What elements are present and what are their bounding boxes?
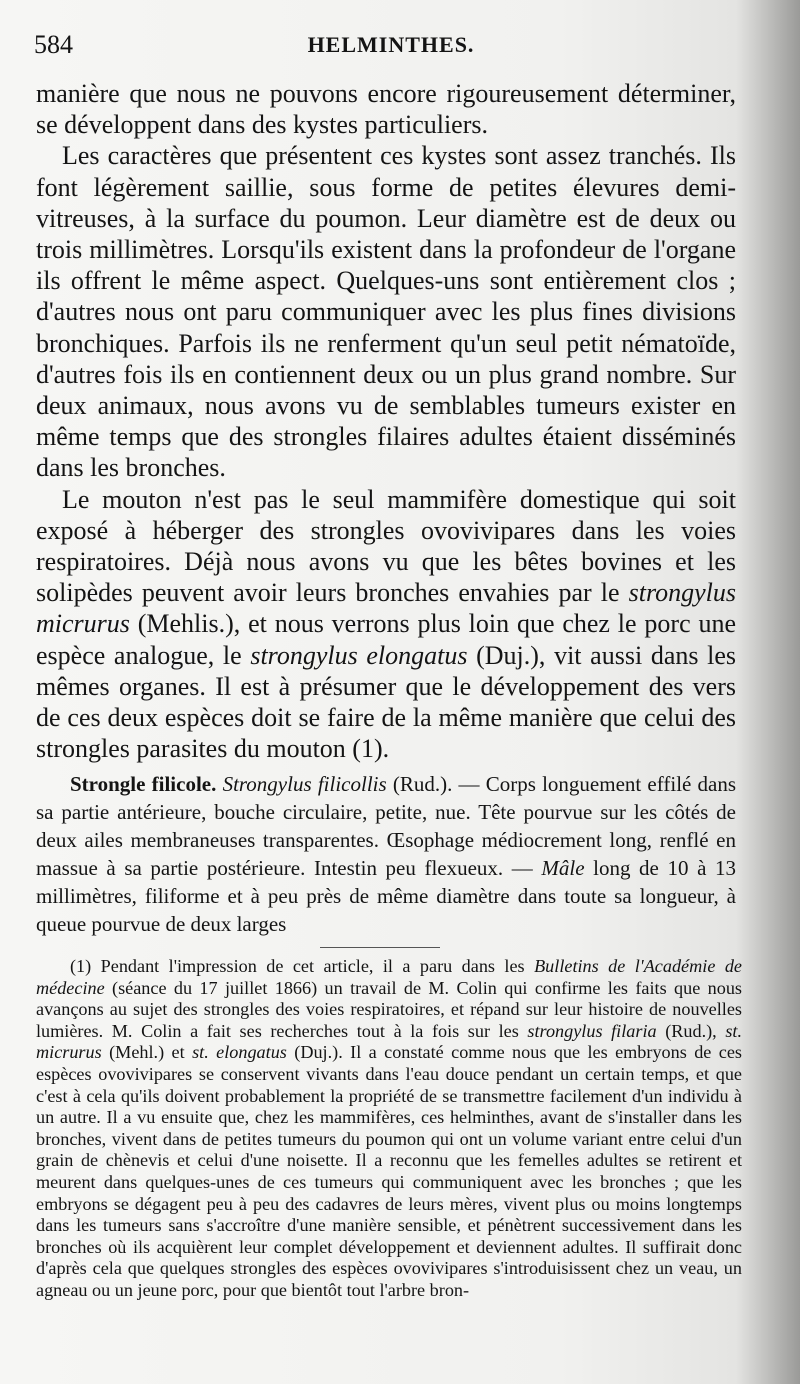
- species-common-name: Strongle filicole.: [70, 772, 217, 796]
- footnote: [36, 956, 742, 1302]
- page-header: [34, 30, 748, 64]
- species-latin-name: Strongylus filicollis: [222, 772, 387, 796]
- species-name-elongatus: strongylus elongatus: [250, 640, 468, 670]
- main-text: [36, 78, 736, 764]
- species-description: [36, 770, 736, 938]
- running-head: HELMINTHES.: [307, 32, 475, 57]
- footnote-paragraph: (1) Pendant l'impression de cet article, il a paru dans les Bulletins de l'Académie de médecine (séance du 17 juillet 1866) un travail de M. Colin qui confirme les faits que nous avançons au sujet des strongles des voies respiratoires, et répand sur leur histoire de nouvelles lumières. M. Colin a fait ses recherches tout à la fois sur les strongylus filaria (Rud.), st. micrurus (Mehl.) et st. elongatus (Duj.). Il a constaté comme nous que les embryons de ces espèces ovovivipares se conservent vivants dans l'eau douce pendant un certain temps, et que c'est à cela qu'ils doivent probablement la propriété de se transmettre facilement d'un individu à un autre. Il a vu ensuite que, chez les mammifères, ces helminthes, avant de s'installer dans les bronches, vivent dans de petites tumeurs du poumon qui ont un volume variant entre celui d'un grain de chènevis et celui d'une noisette. Il a reconnu que les femelles adultes se retirent et meurent dans quelques-unes de ces tumeurs qui communiquent avec les bronches ; que les embryons se dégagent peu à peu des cadavres de leurs mères, vivent plus ou moins longtemps dans les tumeurs sans s'accroître d'une manière sensible, et pénètrent successivement dans les bronches où ils acquièrent leur complet développement et deviennent adultes. Il suffirait donc d'après cela que quelques strongles des espèces ovovivipares s'introduisissent chez un veau, un agneau ou un jeune porc, pour que bientôt tout l'arbre bron-: [36, 956, 742, 1300]
- species-name-micrurus: strongylus micrurus: [36, 578, 736, 639]
- male-label: Mâle: [541, 856, 585, 880]
- paragraph-kystes: Les caractères que présentent ces kystes sont assez tranchés. Ils font légèrement saillie, sous forme de petites élevures demi-vitreuses, à la surface du poumon. Leur diamètre est de deux ou trois millimètres. Lorsqu'ils existent dans la profondeur de l'organe ils offrent le même aspect. Quelques-uns sont entièrement clos ; d'autres nous ont paru communiquer avec les plus fines divisions bronchiques. Parfois ils ne renferment qu'un seul petit nématoïde, d'autres fois ils en contiennent deux ou un plus grand nombre. Sur deux animaux, nous avons vu de semblables tumeurs exister en même temps que des strongles filaires adultes étaient disséminés dans les bronches.: [36, 141, 736, 483]
- footnote-divider: [320, 947, 440, 948]
- species-paragraph: Strongle filicole. Strongylus filicollis (Rud.). — Corps longuement effilé dans sa partie antérieure, bouche circulaire, petite, nue. Tête pourvue sur les côtés de deux ailes membraneuses transparentes. Œsophage médiocrement long, renflé en massue à sa partie postérieure. Intestin peu flexueux. — Mâle long de 10 à 13 millimètres, filiforme et à peu près de même diamètre dans toute sa longueur, à queue pourvue de deux larges: [36, 772, 737, 936]
- journal-title: Bulletins de l'Académie de médecine: [36, 956, 742, 998]
- page-number: 584: [34, 30, 73, 59]
- paragraph-continuation: manière que nous ne pouvons encore rigoureusement déterminer, se développent dans des kystes particuliers.: [36, 79, 736, 140]
- paragraph-mouton: Le mouton n'est pas le seul mammifère domestique qui soit exposé à héberger des strongles ovovivipares dans les voies respiratoires. Déjà nous avons vu que les bêtes bovines et les solipèdes peuvent avoir leurs bronches envahies par le strongylus micrurus (Mehlis.), et nous verrons plus loin que chez le porc une espèce analogue, le strongylus elongatus (Duj.), vit aussi dans les mêmes organes. Il est à présumer que le développement des vers de ces deux espèces doit se faire de la même manière que celui des strongles parasites du mouton (1).: [36, 484, 737, 764]
